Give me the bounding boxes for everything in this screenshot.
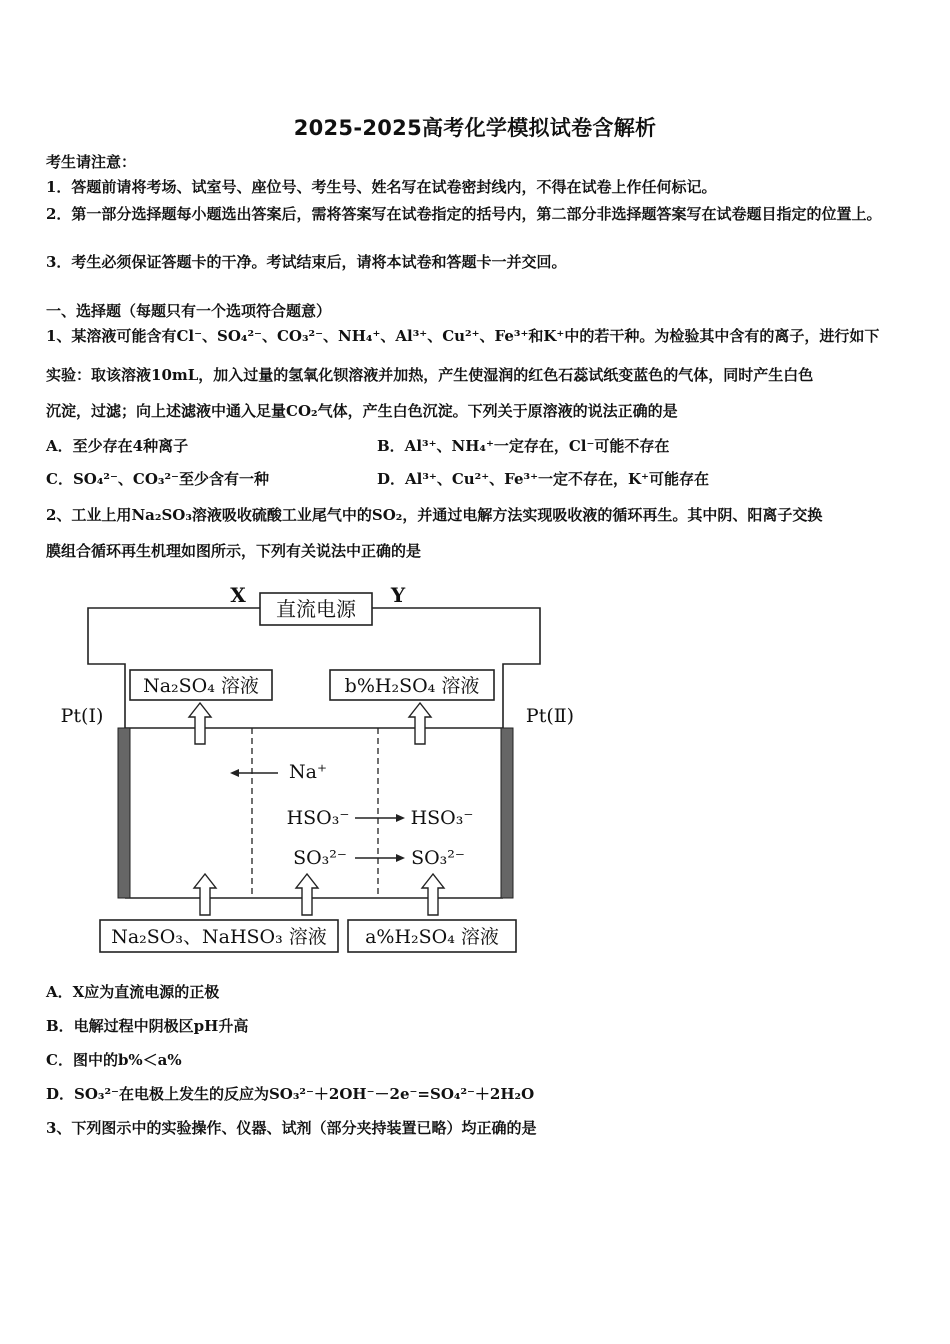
q1-line-1: 1、某溶液可能含有Cl⁻、SO₄²⁻、CO₃²⁻、NH₄⁺、Al³⁺、Cu²⁺、Fe³⁺和K⁺中的若干种。为检验其中含有的离子，进行如下 (46, 327, 880, 345)
wire-right (372, 608, 540, 728)
notice-heading: 考生请注意： (46, 153, 137, 171)
q2-option-d[interactable]: D．SO₃²⁻在电极上发生的反应为SO₃²⁻＋2OH⁻－2e⁻=SO₄²⁻＋2H₂O (46, 1085, 535, 1103)
bottom-left-box-label: Na₂SO₃、NaHSO₃ 溶液 (111, 926, 327, 948)
notice-item-3: 3．考生必须保证答题卡的干净。考试结束后，请将本试卷和答题卡一并交回。 (46, 253, 567, 271)
arrow-up-top-right (409, 703, 431, 744)
q1-options-row-2 (46, 469, 906, 489)
q1-option-d[interactable]: D．Al³⁺、Cu²⁺、Fe³⁺一定不存在，K⁺可能存在 (377, 470, 709, 488)
q1-line-2: 实验：取该溶液10mL，加入过量的氢氧化钡溶液并加热，产生使湿润的红色石蕊试纸变蓝色的气体，同时产生白色 (46, 366, 814, 384)
q2-option-b[interactable]: B．电解过程中阴极区pH升高 (46, 1017, 249, 1035)
section-heading: 一、选择题（每题只有一个选项符合题意） (46, 302, 332, 320)
q2-option-a[interactable]: A．X应为直流电源的正极 (46, 983, 220, 1001)
power-supply-label: 直流电源 (276, 597, 356, 621)
q1-option-b[interactable]: B．Al³⁺、NH₄⁺一定存在，Cl⁻可能不存在 (377, 437, 670, 455)
wire-left (88, 608, 260, 728)
q1-options-row-1 (46, 436, 906, 456)
page-title: 2025-2025高考化学模拟试卷含解析 (293, 116, 657, 140)
q3-line-1: 3、下列图示中的实验操作、仪器、试剂（部分夹持装置已略）均正确的是 (46, 1119, 537, 1137)
arrow-up-bottom-right (422, 874, 444, 915)
q2-line-1: 2、工业上用Na₂SO₃溶液吸收硫酸工业尾气中的SO₂，并通过电解方法实现吸收液的循环再生。其中阴、阳离子交换 (46, 506, 823, 524)
arrow-up-top-left (189, 703, 211, 744)
electrode-left-label: Pt(Ⅰ) (60, 705, 104, 727)
ion-hso3-left: HSO₃⁻ (286, 807, 350, 829)
terminal-y-label: Y (390, 583, 406, 607)
electrode-right (501, 728, 513, 898)
q2-line-2: 膜组合循环再生机理如图所示，下列有关说法中正确的是 (46, 542, 422, 560)
ion-na: Na⁺ (289, 761, 327, 783)
arrow-up-bottom-left (194, 874, 216, 915)
q1-option-c[interactable]: C．SO₄²⁻、CO₃²⁻至少含有一种 (46, 470, 269, 488)
top-right-box-label: b%H₂SO₄ 溶液 (344, 675, 480, 697)
electrode-left (118, 728, 130, 898)
bottom-right-box-label: a%H₂SO₄ 溶液 (365, 926, 499, 948)
ion-so3-left: SO₃²⁻ (293, 847, 347, 869)
ion-hso3-right: HSO₃⁻ (410, 807, 474, 829)
ion-so3-right: SO₃²⁻ (411, 847, 465, 869)
electrolysis-diagram (50, 578, 600, 958)
top-left-box-label: Na₂SO₄ 溶液 (143, 675, 259, 697)
q1-option-a[interactable]: A．至少存在4种离子 (46, 437, 189, 455)
notice-item-1: 1．答题前请将考场、试室号、座位号、考生号、姓名写在试卷密封线内，不得在试卷上作任何标记。 (46, 178, 717, 196)
notice-item-2: 2．第一部分选择题每小题选出答案后，需将答案写在试卷指定的括号内，第二部分非选择题答案写在试卷题目指定的位置上。 (46, 205, 882, 223)
arrow-up-bottom-mid (296, 874, 318, 915)
terminal-x-label: X (230, 583, 246, 607)
q2-option-c[interactable]: C．图中的b%＜a% (46, 1051, 182, 1069)
q1-line-3: 沉淀，过滤；向上述滤液中通入足量CO₂气体，产生白色沉淀。下列关于原溶液的说法正确的是 (46, 402, 678, 420)
electrode-right-label: Pt(Ⅱ) (525, 705, 575, 727)
